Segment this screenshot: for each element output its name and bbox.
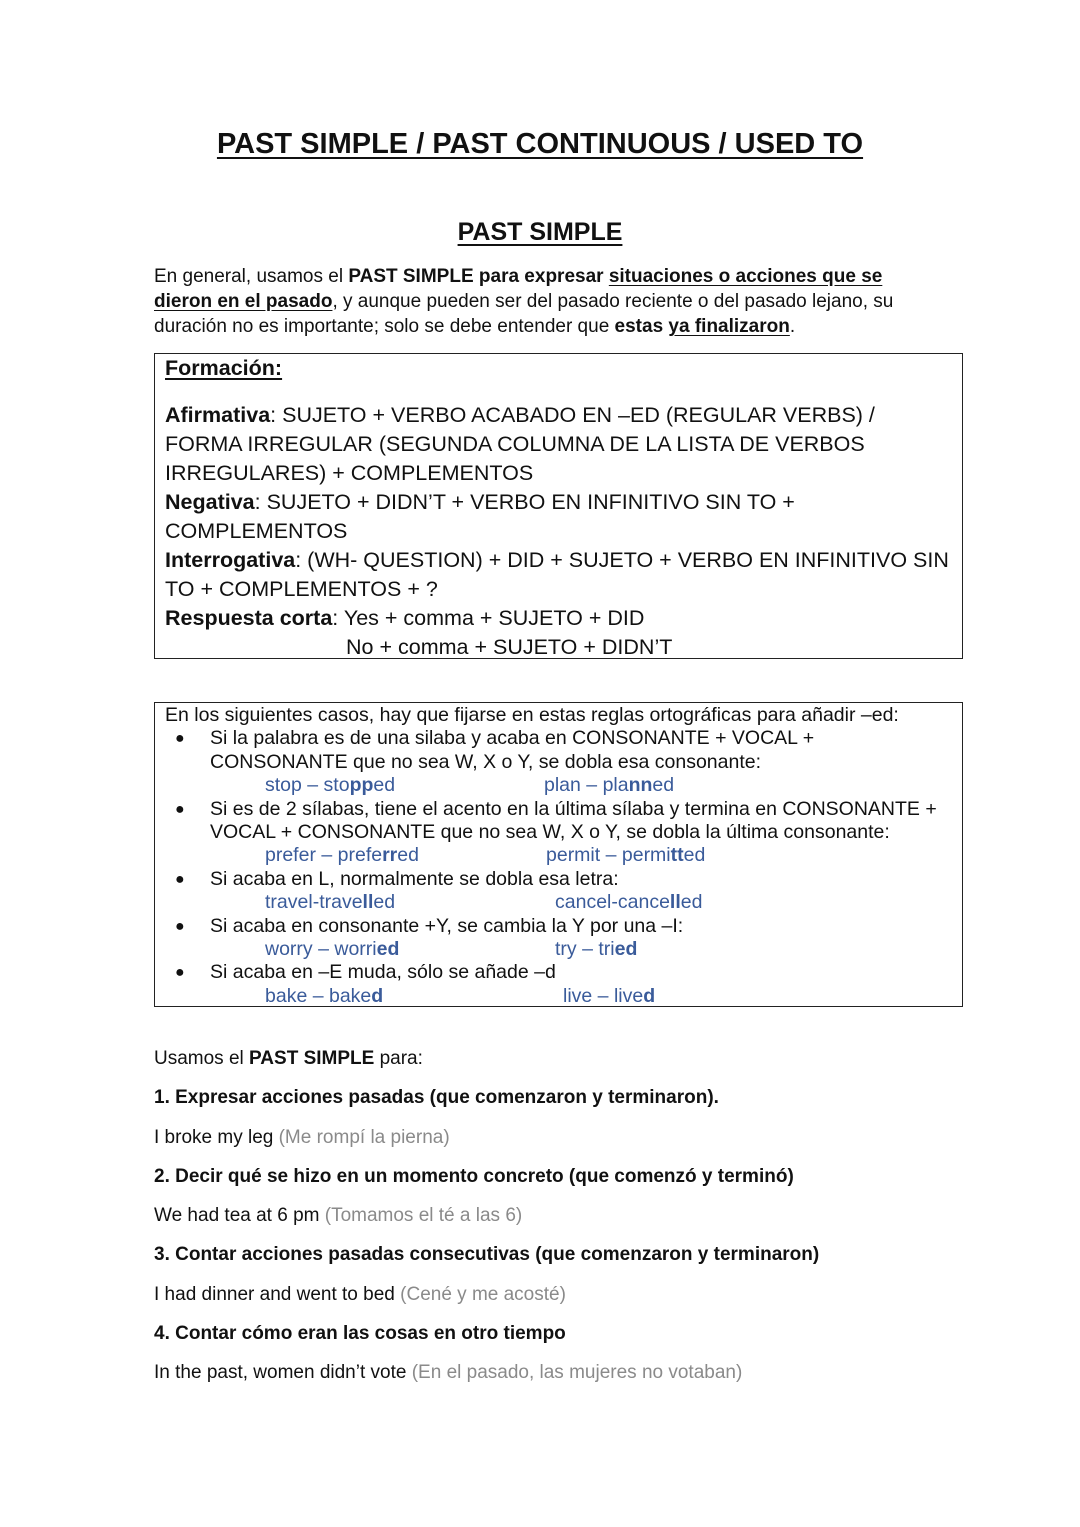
bullet-icon: ● bbox=[175, 730, 185, 748]
base-verb: permit bbox=[546, 844, 601, 867]
intro-bold: PAST SIMPLE para expresar bbox=[348, 266, 609, 287]
dash: – bbox=[307, 984, 329, 1007]
past-ending: ed bbox=[683, 844, 706, 867]
example-translation: (En el pasado, las mujeres no votaban) bbox=[411, 1362, 743, 1384]
base-verb: try bbox=[555, 938, 577, 961]
use-heading: 1. Expresar acciones pasadas (que comenzaron y terminaron). bbox=[154, 1087, 719, 1109]
dash: – bbox=[301, 774, 324, 797]
example-right bbox=[555, 938, 637, 961]
past-highlight: pp bbox=[349, 774, 374, 797]
past-highlight: ed bbox=[376, 938, 400, 961]
spelling-rule bbox=[165, 798, 956, 868]
use-heading: 4. Contar cómo eran las cosas en otro tiempo bbox=[154, 1323, 566, 1345]
section-title: PAST SIMPLE bbox=[457, 218, 623, 246]
base-verb: live bbox=[563, 984, 593, 1007]
use-example bbox=[154, 1360, 954, 1399]
spelling-rules-box bbox=[154, 702, 963, 1007]
past-stem: trave bbox=[319, 891, 363, 914]
uses-intro-text: Usamos el bbox=[154, 1048, 250, 1069]
use-example bbox=[154, 1203, 954, 1242]
example-left bbox=[265, 985, 383, 1008]
respuesta-label: Respuesta corta bbox=[165, 606, 333, 630]
past-ending: ed bbox=[652, 774, 675, 797]
example-left bbox=[265, 938, 399, 961]
uses-intro-text: para: bbox=[374, 1048, 423, 1069]
bullet-icon: ● bbox=[175, 800, 185, 818]
example-translation: (Me rompí la pierna) bbox=[278, 1126, 450, 1148]
base-verb: plan bbox=[544, 774, 581, 797]
example-right bbox=[555, 891, 702, 914]
bullet-icon: ● bbox=[175, 917, 185, 935]
example-right bbox=[563, 985, 655, 1008]
uses-section bbox=[154, 1046, 954, 1400]
past-highlight: nn bbox=[628, 774, 653, 797]
respuesta-rule bbox=[165, 604, 954, 633]
dash: – bbox=[580, 774, 603, 797]
example-sentence: We had tea at 6 pm bbox=[154, 1205, 325, 1227]
past-ending: ed bbox=[680, 891, 703, 914]
past-ending: ed bbox=[373, 891, 396, 914]
spelling-rules-intro: En los siguientes casos, hay que fijarse en estas reglas ortográficas para añadir –ed: bbox=[165, 704, 899, 726]
rule-examples bbox=[210, 891, 956, 914]
afirmativa-rule bbox=[165, 401, 954, 488]
intro-paragraph bbox=[154, 264, 944, 339]
use-heading: 2. Decir qué se hizo en un momento concreto (que comenzó y terminó) bbox=[154, 1165, 794, 1187]
past-highlight: tt bbox=[670, 844, 684, 867]
uses-intro bbox=[154, 1046, 954, 1085]
example-sentence: I broke my leg bbox=[154, 1126, 279, 1148]
base-verb: worry bbox=[265, 938, 313, 961]
negativa-text: : SUJETO + DIDN’T + VERBO EN INFINITIVO SIN TO + COMPLEMENTOS bbox=[165, 490, 795, 543]
dash: - bbox=[312, 891, 320, 914]
past-stem: live bbox=[613, 984, 644, 1007]
example-right bbox=[546, 844, 705, 867]
respuesta-rule-negative: No + comma + SUJETO + DIDN’T bbox=[346, 635, 673, 659]
past-ending: ed bbox=[397, 844, 419, 867]
formacion-box bbox=[154, 353, 963, 659]
use-example bbox=[154, 1282, 954, 1321]
rule-examples bbox=[210, 844, 956, 867]
respuesta-text: : Yes + comma + SUJETO + DID bbox=[332, 606, 645, 630]
dash: – bbox=[600, 844, 622, 867]
spelling-rules-list bbox=[165, 727, 956, 1008]
dash: – bbox=[315, 844, 338, 867]
use-heading: 3. Contar acciones pasadas consecutivas (que comenzaron y terminaron) bbox=[154, 1244, 820, 1266]
formacion-title: Formación: bbox=[165, 356, 283, 380]
spelling-rule bbox=[165, 915, 956, 962]
negativa-label: Negativa bbox=[165, 490, 255, 514]
spelling-rule bbox=[165, 727, 956, 797]
dash: – bbox=[576, 938, 599, 961]
document-title: PAST SIMPLE / PAST CONTINUOUS / USED TO bbox=[216, 128, 864, 160]
bullet-icon: ● bbox=[175, 870, 185, 888]
rule-text: Si la palabra es de una silaba y acaba en CONSONANTE + VOCAL + CONSONANTE que no sea W, X o Y, se dobla esa consonante: bbox=[210, 727, 815, 773]
uses-intro-bold: PAST SIMPLE bbox=[249, 1048, 375, 1069]
interrogativa-label: Interrogativa bbox=[165, 548, 296, 572]
example-sentence: I had dinner and went to bed bbox=[154, 1283, 401, 1305]
past-stem: pla bbox=[602, 774, 629, 797]
past-highlight: ll bbox=[362, 891, 374, 914]
past-highlight: rr bbox=[382, 844, 398, 867]
example-right bbox=[544, 774, 674, 797]
dash: – bbox=[312, 938, 335, 961]
base-verb: travel bbox=[265, 891, 313, 914]
base-verb: cancel bbox=[555, 891, 612, 914]
rule-examples bbox=[210, 938, 956, 961]
spelling-rule bbox=[165, 961, 956, 1008]
rule-examples bbox=[210, 774, 956, 797]
rule-text: Si es de 2 sílabas, tiene el acento en la última sílaba y termina en CONSONANTE + VOCAL + CONSONANTE que no sea W, X o Y, se dobla la última consonante: bbox=[210, 797, 937, 844]
use-example bbox=[154, 1125, 954, 1164]
intro-text: , y aunque pueden ser del pasado reciente o del pasado lejano, su duración no es importante; solo se debe entender que bbox=[154, 291, 894, 337]
example-left bbox=[265, 891, 395, 914]
intro-underlined: ya finalizaron bbox=[668, 316, 790, 337]
afirmativa-label: Afirmativa bbox=[165, 403, 271, 427]
past-highlight: ll bbox=[669, 891, 681, 914]
rule-text: Si acaba en –E muda, sólo se añade –d bbox=[210, 961, 556, 984]
afirmativa-text: : SUJETO + VERBO ACABADO EN –ED (REGULAR VERBS) / FORMA IRREGULAR (SEGUNDA COLUMNA DE LA LISTA DE VERBOS IRREGULARES) + COMPLEMENTOS bbox=[165, 403, 875, 485]
past-highlight: d bbox=[371, 984, 384, 1007]
past-stem: bake bbox=[328, 984, 372, 1007]
past-highlight: ed bbox=[614, 938, 638, 961]
example-left bbox=[265, 774, 395, 797]
intro-text: . bbox=[789, 316, 796, 337]
rule-examples bbox=[210, 985, 956, 1008]
intro-text: En general, usamos el bbox=[154, 266, 349, 287]
past-highlight: d bbox=[643, 984, 656, 1007]
rule-text: Si acaba en L, normalmente se dobla esa letra: bbox=[210, 867, 619, 890]
spelling-rule bbox=[165, 868, 956, 915]
interrogativa-text: : (WH- QUESTION) + DID + SUJETO + VERBO EN INFINITIVO SIN TO + COMPLEMENTOS + ? bbox=[165, 548, 949, 601]
past-ending: ed bbox=[373, 774, 396, 797]
dash: - bbox=[611, 891, 618, 914]
past-stem: sto bbox=[323, 774, 350, 797]
rule-text: Si acaba en consonante +Y, se cambia la Y por una –I: bbox=[210, 914, 684, 937]
base-verb: stop bbox=[265, 774, 302, 797]
past-stem: tri bbox=[598, 938, 615, 961]
base-verb: prefer bbox=[265, 844, 316, 867]
past-stem: cance bbox=[617, 891, 670, 914]
interrogativa-rule bbox=[165, 546, 954, 604]
example-left bbox=[265, 844, 419, 867]
intro-underlined: situaciones o acciones que se dieron en el pasado bbox=[154, 266, 883, 312]
past-stem: prefe bbox=[337, 844, 383, 867]
past-stem: worri bbox=[334, 938, 377, 961]
negativa-rule bbox=[165, 488, 954, 546]
example-sentence: In the past, women didn’t vote bbox=[154, 1362, 412, 1384]
base-verb: bake bbox=[265, 984, 308, 1007]
example-translation: (Tomamos el té a las 6) bbox=[324, 1205, 523, 1227]
intro-bold: estas bbox=[614, 316, 669, 337]
past-stem: permi bbox=[621, 844, 671, 867]
bullet-icon: ● bbox=[175, 964, 185, 982]
dash: – bbox=[592, 984, 614, 1007]
example-translation: (Cené y me acosté) bbox=[400, 1283, 566, 1305]
